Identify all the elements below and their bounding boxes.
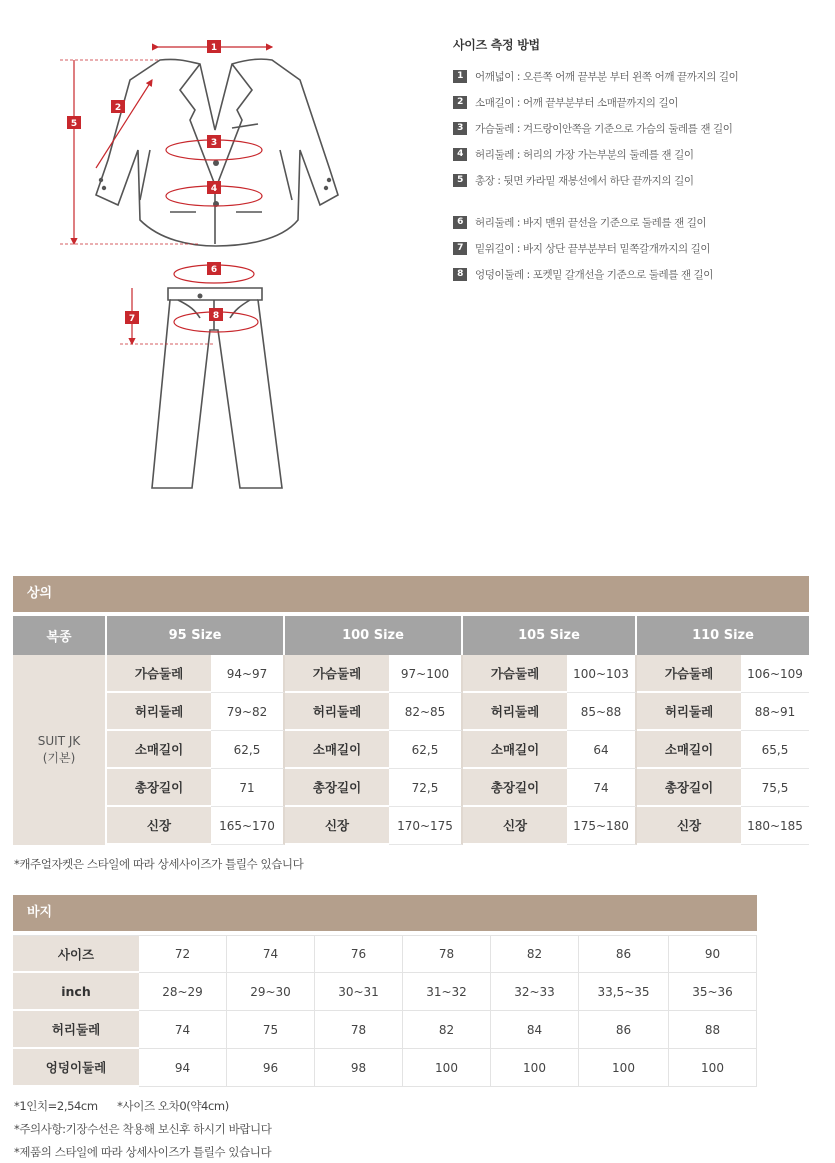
marker-4: 4 xyxy=(210,184,218,194)
guide-item xyxy=(453,146,823,162)
value-cell: 74 xyxy=(139,1011,227,1049)
row-label: 허리둘레 xyxy=(13,1011,139,1049)
value-cell: 97~100 xyxy=(389,655,463,693)
guide-text: 허리둘레 : 허리의 가장 가는부분의 둘레를 잰 길이 xyxy=(475,148,694,161)
pants-size-table xyxy=(13,935,757,1087)
guide-number: 7 xyxy=(453,242,467,255)
value-cell: 64 xyxy=(567,731,637,769)
value-cell: 82~85 xyxy=(389,693,463,731)
guide-number: 5 xyxy=(453,174,467,187)
table-row xyxy=(13,731,809,769)
header-cell: 95 Size xyxy=(107,616,285,655)
table-row xyxy=(13,807,809,845)
value-cell: 65,5 xyxy=(741,731,809,769)
marker-3: 3 xyxy=(210,138,218,148)
value-cell: 96 xyxy=(227,1049,315,1087)
pants-note: *1인치=2,54cm *사이즈 오차0(약4cm) xyxy=(14,1099,229,1113)
guide-text: 밑위길이 : 바지 상단 끝부분부터 밑쪽갈개까지의 길이 xyxy=(475,242,711,255)
value-cell: 180~185 xyxy=(741,807,809,845)
row-label: 사이즈 xyxy=(13,935,139,973)
value-cell: 71 xyxy=(211,769,285,807)
guide-item xyxy=(453,68,823,84)
guide-text: 가슴둘레 : 겨드랑이안쪽을 기준으로 가슴의 둘레를 잰 길이 xyxy=(475,122,733,135)
row-label: 총장길이 xyxy=(107,769,211,807)
value-cell: 94~97 xyxy=(211,655,285,693)
header-cell: 105 Size xyxy=(463,616,637,655)
row-label: 소매길이 xyxy=(107,731,211,769)
value-cell: 100 xyxy=(403,1049,491,1087)
value-cell: 88 xyxy=(669,1011,757,1049)
value-cell: 75 xyxy=(227,1011,315,1049)
value-cell: 74 xyxy=(227,935,315,973)
guide-text: 소매길이 : 어깨 끝부분부터 소매끝까지의 길이 xyxy=(475,96,678,109)
guide-number: 6 xyxy=(453,216,467,229)
value-cell: 86 xyxy=(579,935,669,973)
value-cell: 28~29 xyxy=(139,973,227,1011)
marker-8: 8 xyxy=(212,311,220,321)
value-cell: 78 xyxy=(403,935,491,973)
guide-text: 어깨넓이 : 오른쪽 어깨 끝부분 부터 왼쪽 어깨 끝까지의 길이 xyxy=(475,70,739,83)
row-label: 총장길이 xyxy=(637,769,741,807)
category-cell xyxy=(13,655,107,845)
guide-item xyxy=(453,172,823,188)
guide-number: 3 xyxy=(453,122,467,135)
value-cell: 100~103 xyxy=(567,655,637,693)
header-cell: 110 Size xyxy=(637,616,809,655)
guide-title: 사이즈 측정 방법 xyxy=(453,38,540,52)
category-line: SUIT JK xyxy=(37,734,81,748)
guide-item xyxy=(453,240,823,256)
table-row xyxy=(13,769,809,807)
value-cell: 32~33 xyxy=(491,973,579,1011)
value-cell: 30~31 xyxy=(315,973,403,1011)
value-cell: 165~170 xyxy=(211,807,285,845)
marker-7: 7 xyxy=(128,314,136,324)
row-label: 허리둘레 xyxy=(463,693,567,731)
jacket-note: *캐주얼자켓은 스타일에 따라 상세사이즈가 틀릴수 있습니다 xyxy=(14,857,304,871)
row-label: 허리둘레 xyxy=(107,693,211,731)
guide-number: 4 xyxy=(453,148,467,161)
guide-item xyxy=(453,120,823,136)
header-cell: 100 Size xyxy=(285,616,463,655)
row-label: 소매길이 xyxy=(637,731,741,769)
row-label: 총장길이 xyxy=(463,769,567,807)
category-line: (기본) xyxy=(42,751,76,765)
header-cell: 복종 xyxy=(13,616,107,655)
measurement-guide xyxy=(453,36,823,292)
guide-number: 8 xyxy=(453,268,467,281)
row-label: 허리둘레 xyxy=(285,693,389,731)
value-cell: 82 xyxy=(491,935,579,973)
row-label: 허리둘레 xyxy=(637,693,741,731)
guide-text: 허리둘레 : 바지 맨위 끝선을 기준으로 둘레를 잰 길이 xyxy=(475,216,707,229)
value-cell: 100 xyxy=(669,1049,757,1087)
row-label: 신장 xyxy=(463,807,567,845)
value-cell: 170~175 xyxy=(389,807,463,845)
row-label: 신장 xyxy=(285,807,389,845)
table-row xyxy=(13,693,809,731)
row-label: 엉덩이둘레 xyxy=(13,1049,139,1087)
table-row xyxy=(13,655,809,693)
value-cell: 84 xyxy=(491,1011,579,1049)
value-cell: 62,5 xyxy=(389,731,463,769)
row-label: 소매길이 xyxy=(463,731,567,769)
guide-text: 엉덩이둘레 : 포켓밑 갈개선을 기준으로 둘레를 잰 길이 xyxy=(475,268,714,281)
pants-note: *주의사항:기장수선은 착용해 보신후 하시기 바랍니다 xyxy=(14,1122,272,1136)
value-cell: 88~91 xyxy=(741,693,809,731)
value-cell: 29~30 xyxy=(227,973,315,1011)
guide-item xyxy=(453,214,823,230)
value-cell: 175~180 xyxy=(567,807,637,845)
value-cell: 79~82 xyxy=(211,693,285,731)
row-label: 소매길이 xyxy=(285,731,389,769)
guide-item xyxy=(453,94,823,110)
value-cell: 72 xyxy=(139,935,227,973)
section-bar-top: 상의 xyxy=(13,576,809,612)
value-cell: 35~36 xyxy=(669,973,757,1011)
marker-5: 5 xyxy=(70,119,78,129)
value-cell: 86 xyxy=(579,1011,669,1049)
value-cell: 74 xyxy=(567,769,637,807)
guide-item xyxy=(453,266,823,282)
value-cell: 100 xyxy=(579,1049,669,1087)
marker-6: 6 xyxy=(210,265,218,275)
value-cell: 85~88 xyxy=(567,693,637,731)
marker-2: 2 xyxy=(114,103,122,113)
row-label: 신장 xyxy=(107,807,211,845)
value-cell: 78 xyxy=(315,1011,403,1049)
guide-text: 총장 : 뒷면 카라밑 재봉선에서 하단 끝까지의 길이 xyxy=(475,174,694,187)
guide-number: 1 xyxy=(453,70,467,83)
value-cell: 33,5~35 xyxy=(579,973,669,1011)
section-bar-bottom: 바지 xyxy=(13,895,757,931)
value-cell: 106~109 xyxy=(741,655,809,693)
value-cell: 90 xyxy=(669,935,757,973)
value-cell: 94 xyxy=(139,1049,227,1087)
value-cell: 82 xyxy=(403,1011,491,1049)
value-cell: 72,5 xyxy=(389,769,463,807)
row-label: 신장 xyxy=(637,807,741,845)
jacket-size-table xyxy=(13,616,809,845)
table-row xyxy=(13,1049,757,1087)
table-header-row xyxy=(13,616,809,655)
value-cell: 76 xyxy=(315,935,403,973)
row-label: inch xyxy=(13,973,139,1011)
value-cell: 31~32 xyxy=(403,973,491,1011)
suit-measurement-illustration xyxy=(0,0,440,500)
row-label: 가슴둘레 xyxy=(285,655,389,693)
pants-note: *제품의 스타일에 따라 상세사이즈가 틀릴수 있습니다 xyxy=(14,1145,272,1159)
row-label: 가슴둘레 xyxy=(107,655,211,693)
table-row xyxy=(13,1011,757,1049)
table-row xyxy=(13,935,757,973)
value-cell: 62,5 xyxy=(211,731,285,769)
row-label: 가슴둘레 xyxy=(463,655,567,693)
value-cell: 75,5 xyxy=(741,769,809,807)
marker-1: 1 xyxy=(210,43,218,53)
value-cell: 100 xyxy=(491,1049,579,1087)
table-row xyxy=(13,973,757,1011)
guide-number: 2 xyxy=(453,96,467,109)
row-label: 총장길이 xyxy=(285,769,389,807)
value-cell: 98 xyxy=(315,1049,403,1087)
row-label: 가슴둘레 xyxy=(637,655,741,693)
